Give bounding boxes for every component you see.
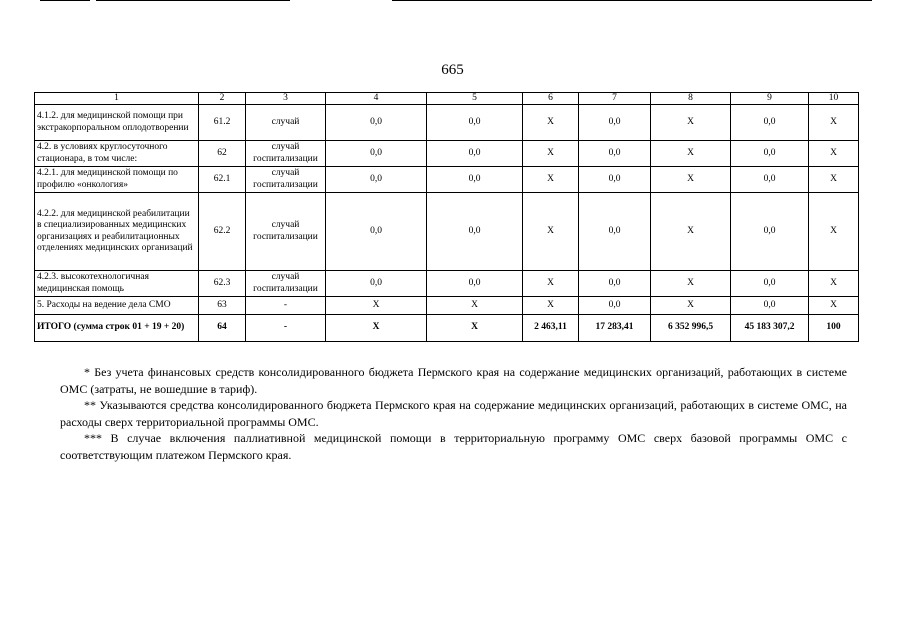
- financing-table: [34, 92, 859, 342]
- footnote: * Без учета финансовых средств консолидированного бюджета Пермского края на содержание медицинских организаций, работающих в системе ОМС (затраты, не вошедшие в тариф).: [60, 365, 847, 396]
- value-cell: Х: [809, 193, 859, 271]
- value-cell: 0,0: [326, 105, 427, 141]
- footnote: ** Указываются средства консолидированного бюджета Пермского края на содержание медицинских организаций, работающих в системе ОМС, на расходы сверх территориальной программы ОМС.: [60, 398, 847, 429]
- unit-cell: -: [246, 297, 326, 315]
- value-cell: 2 463,11: [523, 315, 579, 342]
- value-cell: 0,0: [427, 141, 523, 167]
- value-cell: 0,0: [731, 297, 809, 315]
- value-cell: 0,0: [326, 193, 427, 271]
- value-cell: Х: [651, 271, 731, 297]
- unit-cell: случай госпитализации: [246, 271, 326, 297]
- row-code: 62: [199, 141, 246, 167]
- row-label: 4.2.2. для медицинской реабилитации в специализированных медицинских организациях и реабилитационных отделениях медицинских организаций: [35, 193, 199, 271]
- column-number: 2: [199, 93, 246, 105]
- unit-cell: случай госпитализации: [246, 167, 326, 193]
- row-code: 61.2: [199, 105, 246, 141]
- unit-cell: случай госпитализации: [246, 193, 326, 271]
- value-cell: Х: [523, 297, 579, 315]
- top-rule-left: [40, 0, 90, 1]
- column-number: 3: [246, 93, 326, 105]
- value-cell: Х: [809, 141, 859, 167]
- table-header-row: [35, 93, 859, 105]
- value-cell: 0,0: [579, 297, 651, 315]
- value-cell: 0,0: [427, 167, 523, 193]
- footnotes: [60, 364, 847, 463]
- value-cell: 100: [809, 315, 859, 342]
- table-row: [35, 167, 859, 193]
- column-number: 1: [35, 93, 199, 105]
- value-cell: Х: [523, 167, 579, 193]
- value-cell: 17 283,41: [579, 315, 651, 342]
- table-total-row: [35, 315, 859, 342]
- value-cell: Х: [651, 167, 731, 193]
- column-number: 8: [651, 93, 731, 105]
- value-cell: 45 183 307,2: [731, 315, 809, 342]
- value-cell: Х: [523, 193, 579, 271]
- value-cell: 0,0: [326, 141, 427, 167]
- value-cell: 0,0: [731, 193, 809, 271]
- row-code: 63: [199, 297, 246, 315]
- column-number: 6: [523, 93, 579, 105]
- unit-cell: -: [246, 315, 326, 342]
- value-cell: Х: [651, 297, 731, 315]
- value-cell: Х: [427, 297, 523, 315]
- table-row: [35, 271, 859, 297]
- value-cell: Х: [809, 297, 859, 315]
- value-cell: 0,0: [579, 141, 651, 167]
- value-cell: 0,0: [731, 141, 809, 167]
- row-code: 62.1: [199, 167, 246, 193]
- unit-cell: случай: [246, 105, 326, 141]
- value-cell: 0,0: [579, 271, 651, 297]
- row-code: 62.3: [199, 271, 246, 297]
- value-cell: Х: [651, 141, 731, 167]
- value-cell: 6 352 996,5: [651, 315, 731, 342]
- value-cell: Х: [427, 315, 523, 342]
- column-number: 5: [427, 93, 523, 105]
- table-row: [35, 297, 859, 315]
- table-row: [35, 193, 859, 271]
- row-label: ИТОГО (сумма строк 01 + 19 + 20): [35, 315, 199, 342]
- footnote: *** В случае включения паллиативной медицинской помощи в территориальную программу ОМС сверх базовой программы ОМС с соответствующим платежом Пермского края.: [60, 431, 847, 462]
- row-label: 4.2.3. высокотехнологичная медицинская помощь: [35, 271, 199, 297]
- value-cell: Х: [523, 271, 579, 297]
- value-cell: 0,0: [579, 167, 651, 193]
- row-code: 62.2: [199, 193, 246, 271]
- value-cell: Х: [326, 297, 427, 315]
- column-number: 4: [326, 93, 427, 105]
- row-label: 4.1.2. для медицинской помощи при экстракорпоральном оплодотворении: [35, 105, 199, 141]
- value-cell: 0,0: [579, 193, 651, 271]
- value-cell: 0,0: [326, 271, 427, 297]
- value-cell: 0,0: [731, 167, 809, 193]
- value-cell: 0,0: [579, 105, 651, 141]
- table-row: [35, 105, 859, 141]
- column-number: 9: [731, 93, 809, 105]
- row-label: 4.2. в условиях круглосуточного стационара, в том числе:: [35, 141, 199, 167]
- value-cell: 0,0: [427, 105, 523, 141]
- page-number: 665: [441, 62, 464, 78]
- value-cell: Х: [809, 105, 859, 141]
- row-label: 4.2.1. для медицинской помощи по профилю «онкология»: [35, 167, 199, 193]
- column-number: 10: [809, 93, 859, 105]
- value-cell: 0,0: [731, 105, 809, 141]
- value-cell: Х: [326, 315, 427, 342]
- value-cell: Х: [523, 141, 579, 167]
- value-cell: 0,0: [427, 271, 523, 297]
- top-rule-middle: [96, 0, 290, 1]
- row-code: 64: [199, 315, 246, 342]
- table-row: [35, 141, 859, 167]
- value-cell: 0,0: [731, 271, 809, 297]
- value-cell: 0,0: [427, 193, 523, 271]
- value-cell: Х: [809, 271, 859, 297]
- value-cell: 0,0: [326, 167, 427, 193]
- column-number: 7: [579, 93, 651, 105]
- value-cell: Х: [651, 193, 731, 271]
- row-label: 5. Расходы на ведение дела СМО: [35, 297, 199, 315]
- top-rule-right: [392, 0, 872, 1]
- value-cell: Х: [809, 167, 859, 193]
- value-cell: Х: [651, 105, 731, 141]
- value-cell: Х: [523, 105, 579, 141]
- unit-cell: случай госпитализации: [246, 141, 326, 167]
